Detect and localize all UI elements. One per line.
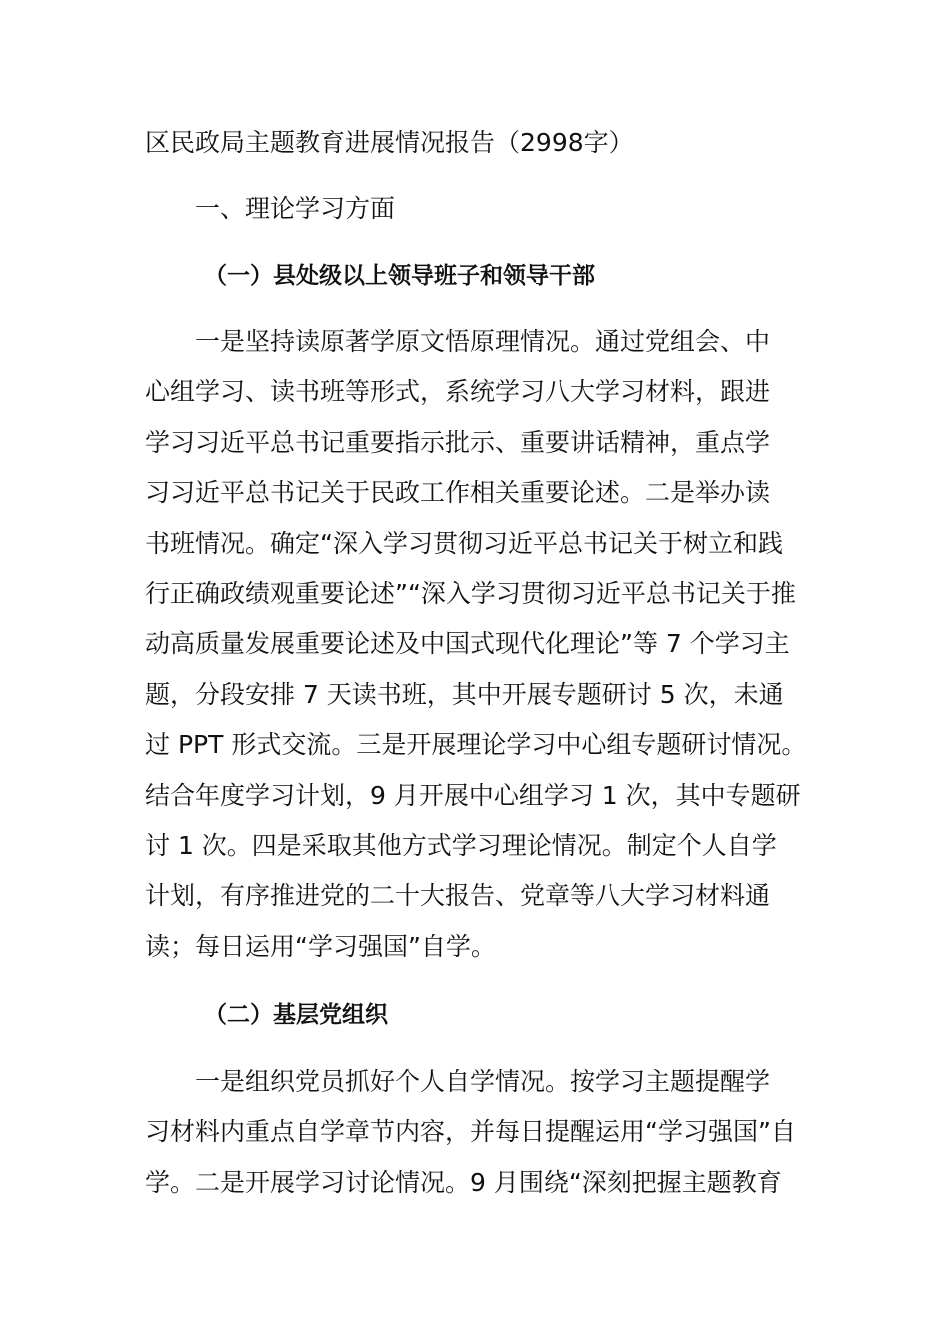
paragraph-line: 学。二是开展学习讨论情况。9 月围绕“深刻把握主题教育 bbox=[145, 1167, 782, 1197]
paragraph-line: 一是组织党员抓好个人自学情况。按学习主题提醒学 bbox=[195, 1067, 771, 1096]
paragraph-line: 题，分段安排 7 天读书班，其中开展专题研讨 5 次，未通 bbox=[145, 679, 784, 709]
paragraph-line: 习习近平总书记关于民政工作相关重要论述。二是举办读 bbox=[145, 478, 771, 508]
paragraph-line: 心组学习、读书班等形式，系统学习八大学习材料，跟进 bbox=[145, 377, 771, 407]
paragraph-line: 一是坚持读原著学原文悟原理情况。通过党组会、中 bbox=[195, 327, 771, 356]
paragraph-line: 动高质量发展重要论述及中国式现代化理论”等 7 个学习主 bbox=[145, 629, 790, 659]
document-title: 区民政局主题教育进展情况报告（2998字） bbox=[145, 128, 634, 157]
paragraph-line: 过 PPT 形式交流。三是开展理论学习中心组专题研讨情况。 bbox=[145, 730, 807, 760]
paragraph-line: 行正确政绩观重要论述”“深入学习贯彻习近平总书记关于推 bbox=[145, 578, 796, 608]
paragraph-line: 书班情况。确定“深入学习贯彻习近平总书记关于树立和践 bbox=[145, 528, 783, 558]
paragraph-leadership-study bbox=[145, 317, 845, 972]
paragraph-line: 计划，有序推进党的二十大报告、党章等八大学习材料通 bbox=[145, 881, 771, 911]
paragraph-line: 习材料内重点自学章节内容，并每日提醒运用“学习强国”自 bbox=[145, 1117, 796, 1147]
subsection-heading-leadership: （一）县处级以上领导班子和领导干部 bbox=[204, 263, 595, 289]
paragraph-line: 学习习近平总书记重要指示批示、重要讲话精神，重点学 bbox=[145, 427, 771, 457]
paragraph-line: 读；每日运用“学习强国”自学。 bbox=[145, 931, 496, 961]
paragraph-line: 结合年度学习计划，9 月开展中心组学习 1 次，其中专题研 bbox=[145, 780, 801, 810]
section-heading-theory-study: 一、理论学习方面 bbox=[195, 194, 396, 223]
paragraph-grassroots-study bbox=[145, 1057, 845, 1208]
paragraph-line: 讨 1 次。四是采取其他方式学习理论情况。制定个人自学 bbox=[145, 830, 777, 860]
subsection-heading-grassroots: （二）基层党组织 bbox=[204, 1002, 388, 1028]
